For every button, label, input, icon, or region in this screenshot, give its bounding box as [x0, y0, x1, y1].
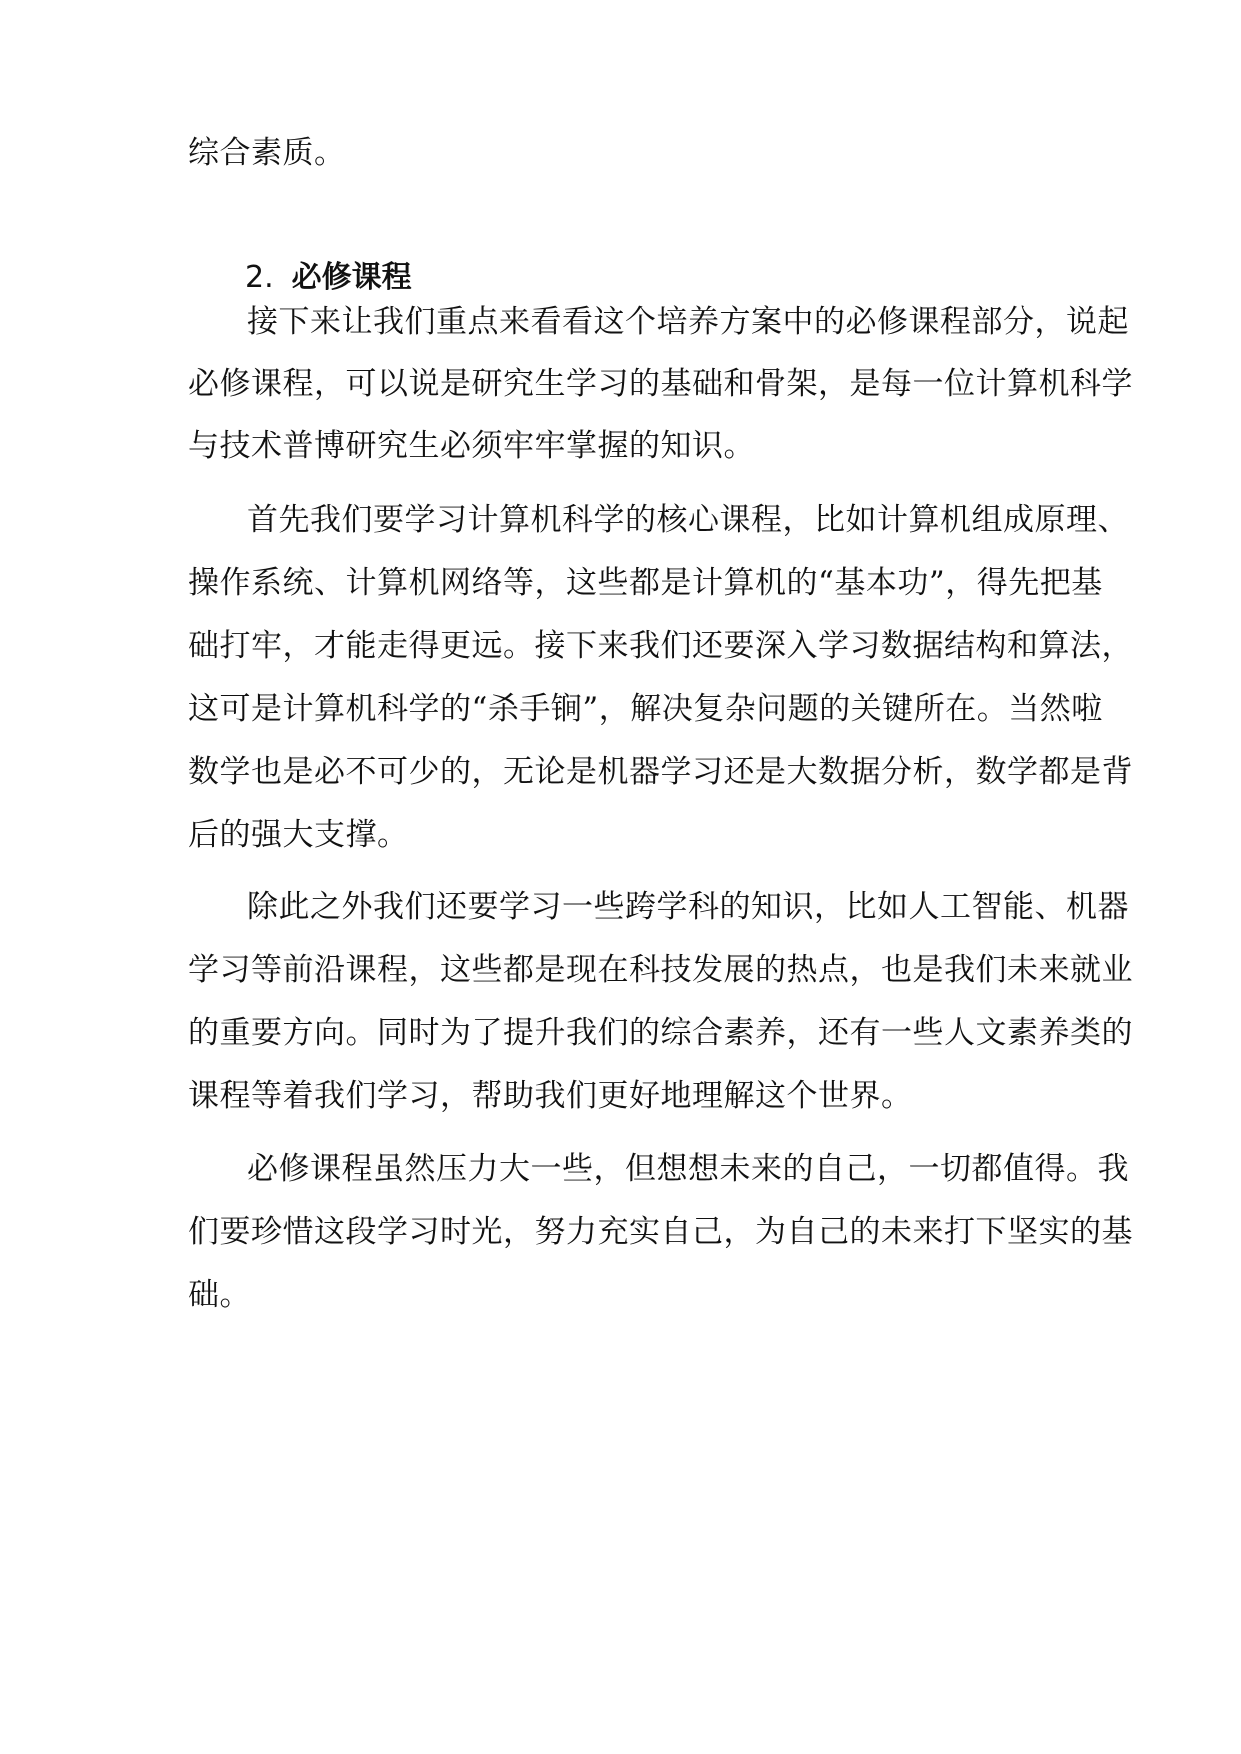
paragraph-2-line-1: 首先我们要学习计算机科学的核心课程，比如计算机组成原理、: [247, 502, 1129, 538]
paragraph-2-line-6: 后的强大支撑。: [188, 817, 409, 853]
paragraph-3-line-3: 的重要方向。同时为了提升我们的综合素养，还有一些人文素养类的: [188, 1015, 1133, 1051]
paragraph-4-line-2: 们要珍惜这段学习时光，努力充实自己，为自己的未来打下坚实的基: [188, 1214, 1133, 1250]
paragraph-3-line-2: 学习等前沿课程，这些都是现在科技发展的热点，也是我们未来就业: [188, 952, 1133, 988]
paragraph-3-line-1: 除此之外我们还要学习一些跨学科的知识，比如人工智能、机器: [247, 889, 1129, 925]
paragraph-2-line-4: 这可是计算机科学的“杀手锏”，解决复杂问题的关键所在。当然啦: [188, 691, 1103, 727]
paragraph-4-line-3: 础。: [188, 1277, 251, 1313]
paragraph-1-line-1: 接下来让我们重点来看看这个培养方案中的必修课程部分，说起: [247, 304, 1129, 340]
paragraph-1-line-3: 与技术普博研究生必须牢牢掌握的知识。: [188, 428, 755, 464]
paragraph-2-line-3: 础打牢，才能走得更远。接下来我们还要深入学习数据结构和算法，: [188, 628, 1133, 664]
section-title: 必修课程: [291, 260, 412, 295]
paragraph-2-line-2: 操作系统、计算机网络等，这些都是计算机的“基本功”，得先把基: [188, 565, 1103, 601]
section-heading: [245, 258, 412, 298]
intro-continuation-line: 综合素质。: [188, 135, 346, 171]
section-number: 2.: [245, 260, 274, 295]
paragraph-2-line-5: 数学也是必不可少的，无论是机器学习还是大数据分析，数学都是背: [188, 754, 1133, 790]
paragraph-4-line-1: 必修课程虽然压力大一些，但想想未来的自己，一切都值得。我: [247, 1151, 1129, 1187]
paragraph-1-line-2: 必修课程，可以说是研究生学习的基础和骨架，是每一位计算机科学: [188, 366, 1133, 402]
paragraph-3-line-4: 课程等着我们学习，帮助我们更好地理解这个世界。: [188, 1078, 913, 1114]
